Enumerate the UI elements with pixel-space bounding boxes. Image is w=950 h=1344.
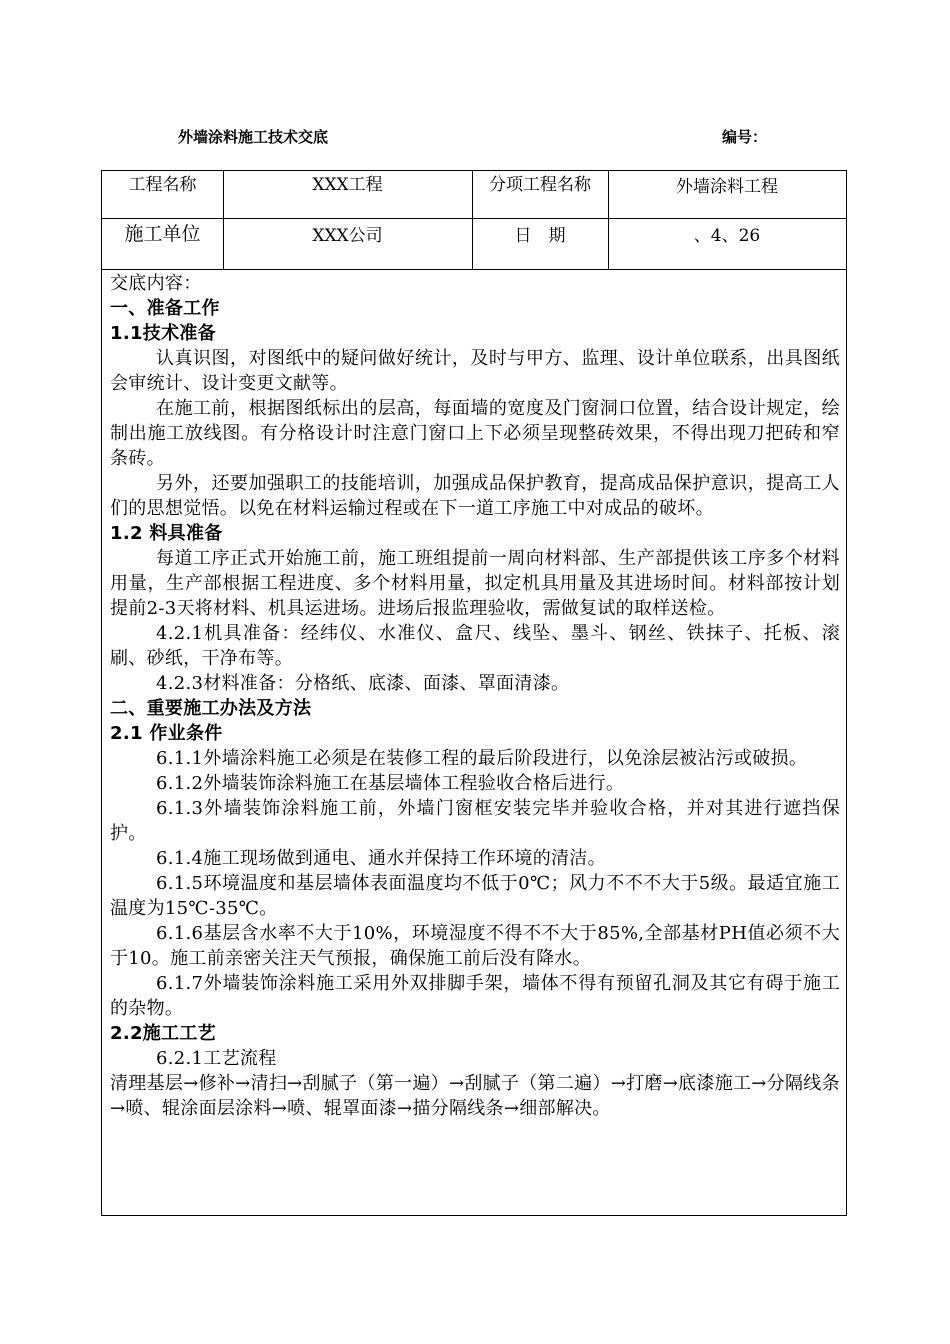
sub-project-value: 外墙涂料工程 xyxy=(676,177,778,197)
date-value: 、4、26 xyxy=(693,226,761,246)
handover-table xyxy=(101,170,847,1216)
content-paragraph: 4.2.3材料准备：分格纸、底漆、面漆、罩面清漆。 xyxy=(156,673,570,694)
content-paragraph: 6.1.7外墙装饰涂料施工采用外双排脚手架，墙体不得有预留孔洞及其它有碍于施工的杂物。 xyxy=(110,973,840,1019)
content-paragraph: 6.1.4施工现场做到通电、通水并保持工作环境的清洁。 xyxy=(156,848,606,869)
document-title: 外墙涂料施工技术交底 xyxy=(178,128,329,146)
section-heading: 1.2 料具准备 xyxy=(110,523,223,544)
row-divider xyxy=(102,218,846,219)
row-divider xyxy=(102,269,846,270)
section-heading: 一、准备工作 xyxy=(110,298,220,319)
section-heading: 1.1技术准备 xyxy=(110,323,216,344)
section-heading: 2.2施工工艺 xyxy=(110,1023,216,1044)
content-paragraph: 认真识图，对图纸中的疑问做好统计，及时与甲方、监理、设计单位联系，出具图纸会审统计、设计变更文献等。 xyxy=(110,348,840,394)
project-name-label: 工程名称 xyxy=(128,175,197,195)
content-paragraph: 4.2.1机具准备：经纬仪、水准仪、盒尺、线坠、墨斗、钢丝、铁抹子、托板、滚刷、砂纸，干净布等。 xyxy=(110,623,840,669)
content-paragraph: 清理基层→修补→清扫→刮腻子（第一遍）→刮腻子（第二遍）→打磨→底漆施工→分隔线条→喷、辊涂面层涂料→喷、辊罩面漆→描分隔线条→细部解决。 xyxy=(110,1073,840,1119)
content-paragraph: 6.1.5环境温度和基层墙体表面温度均不低于0℃；风力不不不大于5级。最适宜施工温度为15℃-35℃。 xyxy=(110,873,840,919)
content-paragraph: 交底内容： xyxy=(110,273,202,294)
content-paragraph: 6.1.2外墙装饰涂料施工在基层墙体工程验收合格后进行。 xyxy=(156,773,625,794)
section-heading: 二、重要施工办法及方法 xyxy=(110,698,312,719)
section-heading: 2.1 作业条件 xyxy=(110,723,223,744)
content-paragraph: 6.1.1外墙涂料施工必须是在装修工程的最后阶段进行，以免涂层被沾污或破损。 xyxy=(156,748,808,769)
handover-content xyxy=(110,271,840,1121)
company-label: 施工单位 xyxy=(124,223,201,245)
content-paragraph: 6.1.6基层含水率不大于10%，环境湿度不得不不大于85%,全部基材PH值必须不大于10。施工前亲密关注天气预报，确保施工前后没有降水。 xyxy=(110,923,840,969)
company-value: XXX公司 xyxy=(312,226,383,246)
content-paragraph: 每道工序正式开始施工前，施工班组提前一周向材料部、生产部提供该工序多个材料用量，生产部根据工程进度、多个材料用量，拟定机具用量及其进场时间。材料部按计划提前2-3天将材料、机具运进场。进场后报监理验收，需做复试的取样送检。 xyxy=(110,548,840,619)
content-paragraph: 另外，还要加强职工的技能培训，加强成品保护教育，提高成品保护意识，提高工人们的思想觉悟。以免在材料运输过程或在下一道工序施工中对成品的破坏。 xyxy=(110,473,840,519)
content-paragraph: 在施工前，根据图纸标出的层高，每面墙的宽度及门窗洞口位置，结合设计规定，绘制出施工放线图。有分格设计时注意门窗口上下必须呈现整砖效果，不得出现刀把砖和窄条砖。 xyxy=(110,398,840,469)
sub-project-label: 分项工程名称 xyxy=(489,175,591,195)
document-number-label: 编号： xyxy=(722,128,768,146)
date-label: 日 期 xyxy=(514,226,566,246)
content-paragraph: 6.1.3外墙装饰涂料施工前，外墙门窗框安装完毕并验收合格，并对其进行遮挡保护。 xyxy=(110,798,840,844)
content-paragraph: 6.2.1工艺流程 xyxy=(156,1048,277,1069)
project-name-value: XXX工程 xyxy=(312,175,383,195)
